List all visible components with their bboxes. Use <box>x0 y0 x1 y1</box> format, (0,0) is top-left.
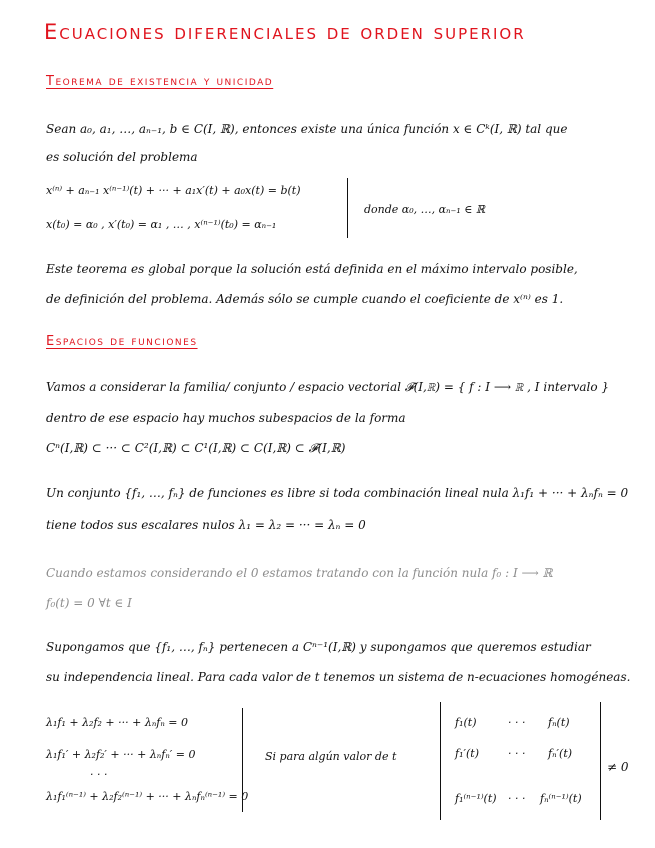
function-space-line-2: dentro de ese espacio hay muchos subespacios de la forma <box>46 411 406 425</box>
page-title: Ecuaciones diferenciales de orden superior <box>44 20 526 44</box>
det-r1c3: fₙ(t) <box>548 716 570 729</box>
det-r3c2: · · · <box>508 792 526 805</box>
system-brace <box>347 178 348 238</box>
determinant-right-bar <box>600 702 601 820</box>
det-r1c1: f₁(t) <box>455 716 477 729</box>
initial-conditions: x(t₀) = α₀ , x′(t₀) = α₁ , … , x⁽ⁿ⁻¹⁾(t₀) = αₙ₋₁ <box>46 218 277 231</box>
determinant-nonzero: ≠ 0 <box>607 760 629 774</box>
ode-equation: x⁽ⁿ⁾ + aₙ₋₁ x⁽ⁿ⁻¹⁾(t) + ··· + a₁x′(t) + a₀x(t) = b(t) <box>46 184 301 197</box>
determinant-left-bar <box>440 702 441 820</box>
det-r1c2: · · · <box>508 716 526 729</box>
wronskian-intro-line-2: su independencia lineal. Para cada valor de t tenemos un sistema de n-ecuaciones homogéneas. <box>46 670 631 684</box>
linear-independence-definition-line-1: Un conjunto {f₁, …, fₙ} de funciones es libre si toda combinación lineal nula λ₁f₁ + ··· + λₙfₙ = 0 <box>46 486 629 500</box>
wronskian-intro-line-1: Supongamos que {f₁, …, fₙ} pertenecen a Cⁿ⁻¹(I,ℝ) y supongamos que queremos estudiar <box>46 640 591 654</box>
theorem-statement-line-1: Sean a₀, a₁, …, aₙ₋₁, b ∈ C(I, ℝ), entonces existe una única función x ∈ Cᵏ(I, ℝ) tal que <box>46 122 568 136</box>
det-r2c1: f₁′(t) <box>455 747 479 760</box>
null-function-note-line-2: f₀(t) = 0 ∀t ∈ I <box>46 596 132 610</box>
det-r2c2: · · · <box>508 747 526 760</box>
conditions-note: donde α₀, …, αₙ₋₁ ∈ ℝ <box>364 203 485 216</box>
det-r3c3: fₙ⁽ⁿ⁻¹⁾(t) <box>540 792 582 805</box>
subspace-chain: Cⁿ(I,ℝ) ⊂ ··· ⊂ C²(I,ℝ) ⊂ C¹(I,ℝ) ⊂ C(I,ℝ) ⊂ 𝓕(I,ℝ) <box>46 441 346 455</box>
theorem-remark-line-1: Este teorema es global porque la solución está definida en el máximo intervalo posible, <box>46 262 578 276</box>
section-heading-existence-theorem: Teorema de existencia y unicidad <box>46 74 274 89</box>
homogeneous-system-dots: · · · <box>90 768 108 781</box>
theorem-remark-line-2: de definición del problema. Además sólo se cumple cuando el coeficiente de x⁽ⁿ⁾ es 1. <box>46 292 564 306</box>
det-r3c1: f₁⁽ⁿ⁻¹⁾(t) <box>455 792 497 805</box>
function-space-line-1: Vamos a considerar la familia/ conjunto / espacio vectorial 𝓕(I,ℝ) = { f : I ⟶ ℝ , I intervalo } <box>46 380 610 394</box>
homogeneous-system-eq-2: λ₁f₁′ + λ₂f₂′ + ··· + λₙfₙ′ = 0 <box>46 748 196 761</box>
det-r2c3: fₙ′(t) <box>548 747 573 760</box>
section-heading-function-spaces: Espacios de funciones <box>46 334 198 349</box>
system-divider <box>242 708 243 812</box>
homogeneous-system-eq-3: λ₁f₁⁽ⁿ⁻¹⁾ + λ₂f₂⁽ⁿ⁻¹⁾ + ··· + λₙfₙ⁽ⁿ⁻¹⁾ = 0 <box>46 790 249 803</box>
linear-independence-definition-line-2: tiene todos sus escalares nulos λ₁ = λ₂ = ··· = λₙ = 0 <box>46 518 366 532</box>
wronskian-condition-note: Si para algún valor de t <box>265 750 397 763</box>
null-function-note-line-1: Cuando estamos considerando el 0 estamos tratando con la función nula f₀ : I ⟶ ℝ <box>46 566 553 580</box>
theorem-statement-line-2: es solución del problema <box>46 150 198 164</box>
homogeneous-system-eq-1: λ₁f₁ + λ₂f₂ + ··· + λₙfₙ = 0 <box>46 716 189 729</box>
